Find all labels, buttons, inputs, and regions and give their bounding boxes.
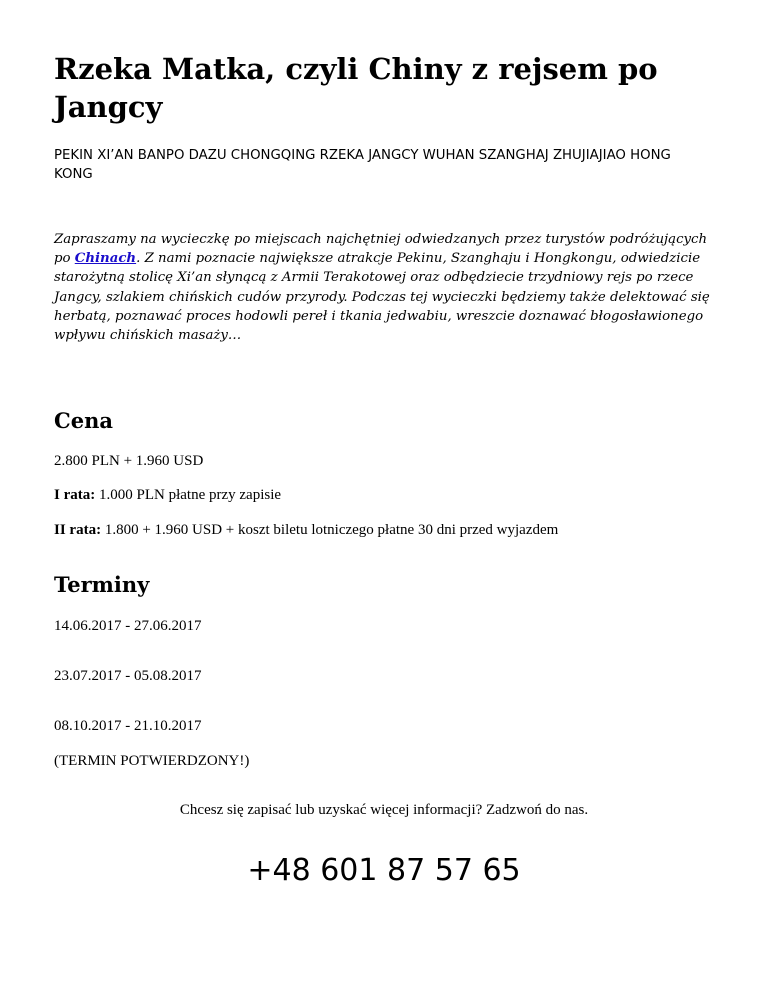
- china-link[interactable]: Chinach: [74, 251, 137, 267]
- phone-number[interactable]: +48 601 87 57 65: [247, 853, 521, 888]
- date-item: 23.07.2017 - 05.08.2017: [54, 668, 202, 684]
- date-item: 08.10.2017 - 21.10.2017: [54, 718, 202, 734]
- dates-heading: Terminy: [54, 572, 150, 597]
- destinations-list: PEKIN XI’AN BANPO DAZU CHONGQING RZEKA JANGCY WUHAN SZANGHAJ ZHUJIAJIAO HONG KONG: [54, 148, 671, 182]
- price-total: 2.800 PLN + 1.960 USD: [54, 453, 204, 469]
- intro-paragraph: [54, 230, 714, 345]
- price-rate-2: [54, 521, 558, 539]
- price-heading: Cena: [54, 408, 113, 433]
- rate-1-label: I rata:: [54, 487, 96, 503]
- contact-prompt: Chcesz się zapisać lub uzyskać więcej informacji? Zadzwoń do nas.: [179, 802, 589, 818]
- rate-2-label: II rata:: [54, 522, 102, 538]
- date-status-note: (TERMIN POTWIERDZONY!): [54, 753, 250, 769]
- rate-2-text: 1.800 + 1.960 USD + koszt biletu lotniczego płatne 30 dni przed wyjazdem: [104, 522, 559, 538]
- date-item: 14.06.2017 - 27.06.2017: [54, 618, 202, 634]
- price-rate-1: [54, 486, 281, 504]
- page-title: Rzeka Matka, czyli Chiny z rejsem po Jangcy: [54, 52, 658, 124]
- rate-1-text: 1.000 PLN płatne przy zapisie: [99, 487, 282, 503]
- intro-text-before: Zapraszamy na wycieczkę po miejscach najchętniej odwiedzanych przez turystów podróżujących po: [54, 232, 708, 267]
- intro-text-after: . Z nami poznacie największe atrakcje Pekinu, Szanghaju i Hongkongu, odwiedzicie starożytną stolicę Xi’an słynącą z Armii Terakotowej oraz odbędziecie trzydniowy rejs po rzece Jangcy, szlakiem chińskich cudów przyrody. Podczas tej wycieczki będziemy także delektować się herbatą, poznawać proces hodowli pereł i tkania jedwabiu, wreszcie doznawać błogosławionego wpływu chińskich masaży…: [54, 251, 710, 344]
